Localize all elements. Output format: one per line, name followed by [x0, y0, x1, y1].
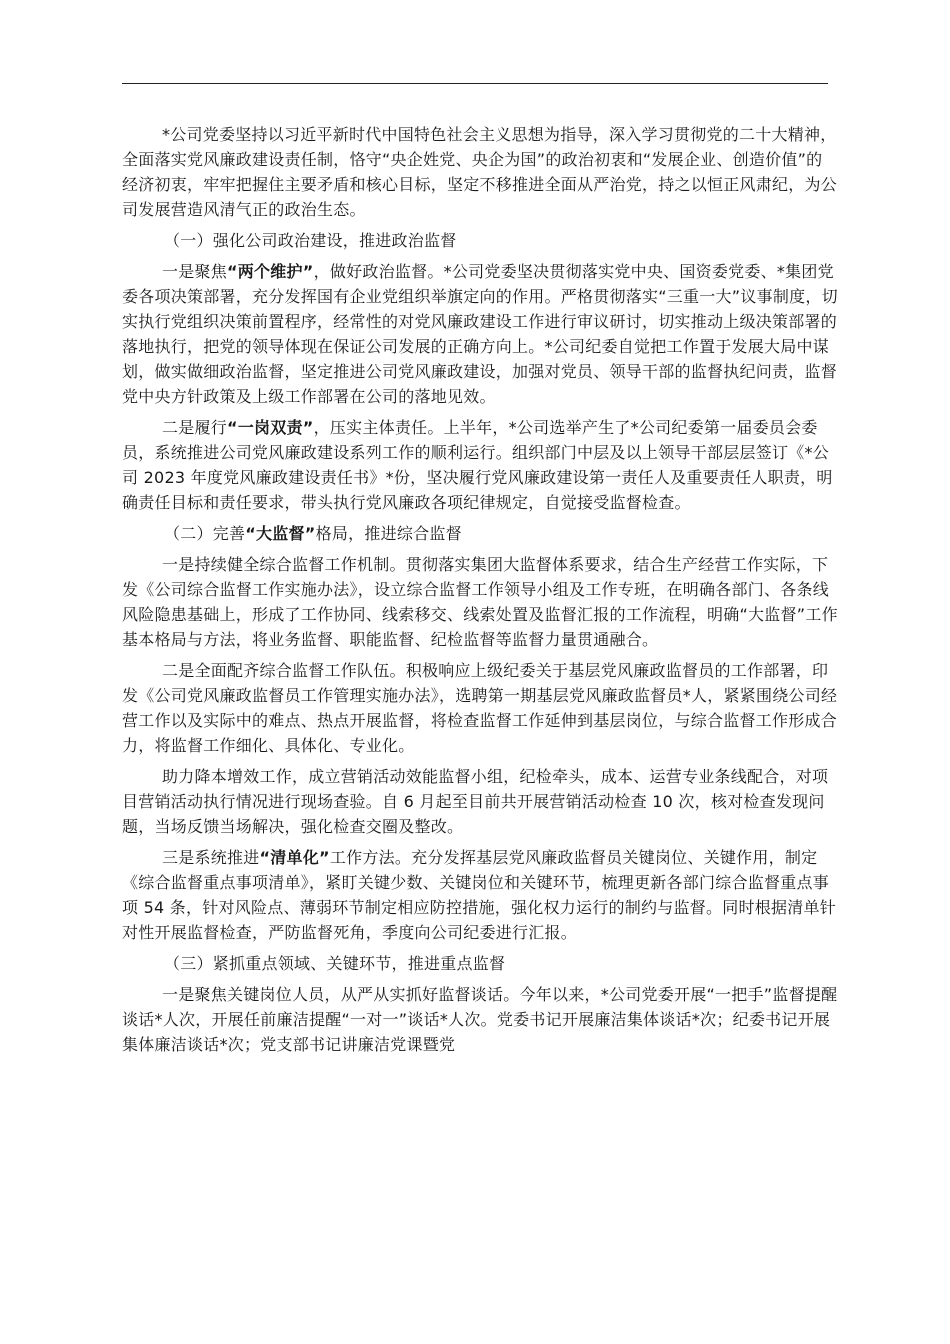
paragraph-mechanism: 一是持续健全综合监督工作机制。贯彻落实集团大监督体系要求，结合生产经营工作实际，下发《公司综合监督工作实施办法》，设立综合监督工作领导小组及工作专班，在明确各部门、各条线风险隐患基础上，形成了工作协同、线索移交、线索处置及监督汇报的工作流程，明确“大监督”工作基本格局与方法，将业务监督、职能监督、纪检监督等监督力量贯通融合。 — [122, 555, 838, 649]
section-heading-3: （三）紧抓重点领域、关键环节，推进重点监督 — [164, 954, 506, 973]
paragraph-bold-term: “一岗双责” — [227, 418, 314, 437]
paragraph-text: 工作方法。充分发挥基层党风廉政监督员关键岗位、关键作用，制定《综合监督重点事项清单》，紧盯关键少数、关键岗位和关键环节，梳理更新各部门综合监督重点事项 54 条，针对风险点、薄弱环节制定相应防控措施，强化权力运行的制约与监督。同时根据清单针对性开展监督检查，严防监督死角，季度向公司纪委进行汇报。 — [122, 848, 837, 942]
paragraph-cost-reduction: 助力降本增效工作，成立营销活动效能监督小组，纪检牵头，成本、运营专业条线配合，对项目营销活动执行情况进行现场查验。自 6 月起至目前共开展营销活动检查 10 次，核对检查发现问题，当场反馈当场解决，强化检查交圈及整改。 — [122, 767, 829, 836]
paragraph-bold-term: “两个维护” — [227, 262, 314, 281]
paragraph-intro: *公司党委坚持以习近平新时代中国特色社会主义思想为指导，深入学习贯彻党的二十大精神，全面落实党风廉政建设责任制，恪守“央企姓党、央企为国”的政治初衷和“发展企业、创造价值”的经济初衷，牢牢把握住主要矛盾和核心目标，坚定不移推进全面从严治党，持之以恒正风肃纪，为公司发展营造风清气正的政治生态。 — [122, 125, 838, 219]
paragraph-text: ，做好政治监督。*公司党委坚决贯彻落实党中央、国资委党委、*集团党委各项决策部署，充分发挥国有企业党组织举旗定向的作用。严格贯彻落实“三重一大”议事制度，切实执行党组织决策前置程序，经常性的对党风廉政建设工作进行审议研讨，切实推动上级决策部署的落地执行，把党的领导体现在保证公司发展的正确方向上。*公司纪委自觉把工作置于发展大局中谋划，做实做细政治监督，坚定推进公司党风廉政建设，加强对党员、领导干部的监督执纪问责，监督党中央方针政策及上级工作部署在公司的落地见效。 — [122, 262, 838, 406]
paragraph-checklist — [122, 845, 838, 945]
section-heading-1: （一）强化公司政治建设，推进政治监督 — [164, 231, 457, 250]
heading-text: 格局，推进综合监督 — [315, 524, 462, 543]
heading-bold-term: “大监督” — [245, 524, 316, 543]
paragraph-lead: 二是履行 — [162, 418, 228, 437]
paragraph-team: 二是全面配齐综合监督工作队伍。积极响应上级纪委关于基层党风廉政监督员的工作部署，印发《公司党风廉政监督员工作管理实施办法》，选聘第一期基层党风廉政监督员*人，紧紧围绕公司经营工作以及实际中的难点、热点开展监督，将检查监督工作延伸到基层岗位，与综合监督工作形成合力，将监督工作细化、具体化、专业化。 — [122, 661, 838, 755]
heading-lead: （二）完善 — [164, 524, 246, 543]
paragraph-text: ，压实主体责任。上半年，*公司选举产生了*公司纪委第一届委员会委员，系统推进公司党风廉政建设系列工作的顺利运行。组织部门中层及以上领导干部层层签订《*公司 2023 年度党风廉政建设责任书》*份，坚决履行党风廉政建设第一责任人及重要责任人职责，明确责任目标和责任要求，带头执行党风廉政各项纪律规定，自觉接受监督检查。 — [122, 418, 833, 512]
paragraph-one-post-two-duties — [122, 415, 838, 515]
section-heading-2 — [122, 521, 838, 546]
paragraph-supervision-talks: 一是聚焦关键岗位人员，从严从实抓好监督谈话。今年以来，*公司党委开展“一把手”监督提醒谈话*人次，开展任前廉洁提醒“一对一”谈话*人次。党委书记开展廉洁集体谈话*次；纪委书记开展集体廉洁谈话*次；党支部书记讲廉洁党课暨党 — [122, 985, 838, 1054]
paragraph-two-safeguards — [122, 259, 838, 409]
document-body — [122, 122, 838, 1063]
header-rule — [122, 83, 828, 84]
paragraph-bold-term: “清单化” — [259, 848, 330, 867]
paragraph-lead: 三是系统推进 — [162, 848, 260, 867]
paragraph-lead: 一是聚焦 — [162, 262, 228, 281]
